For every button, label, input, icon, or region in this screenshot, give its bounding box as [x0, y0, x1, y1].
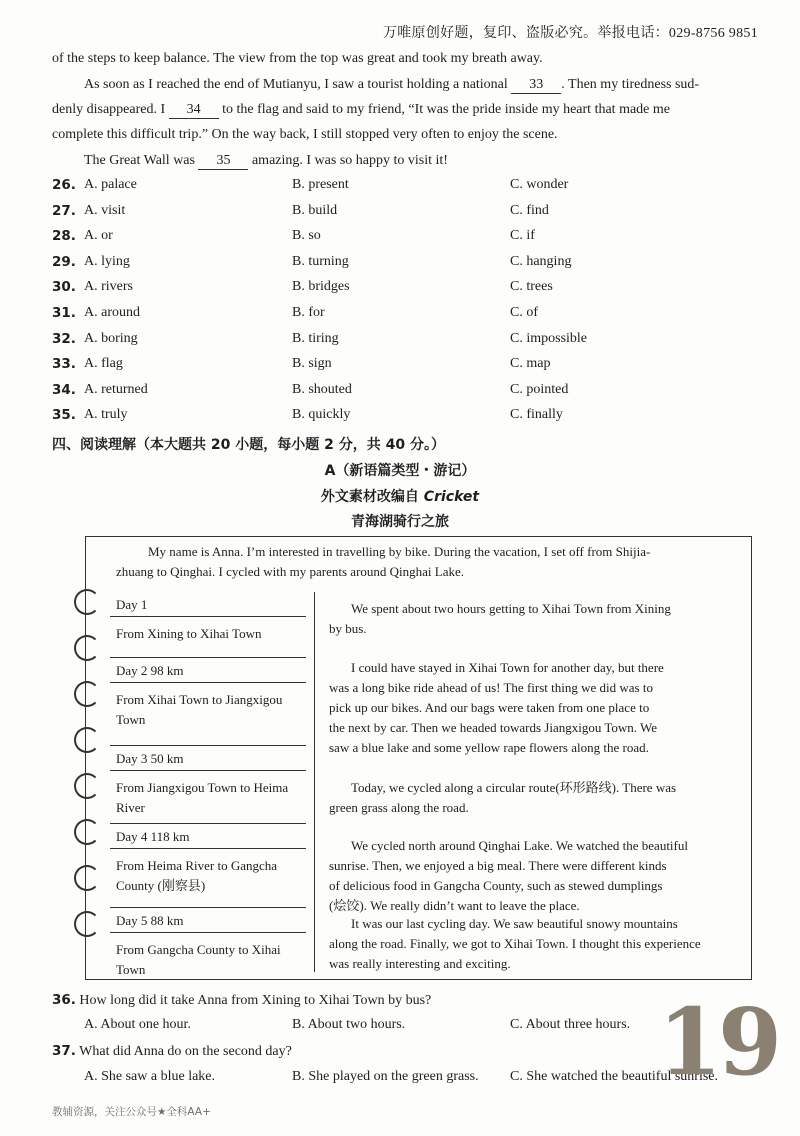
day-rule: [110, 848, 306, 849]
option-c: C. find: [510, 203, 549, 218]
day-heading: Day 1: [116, 597, 148, 612]
section-4-heading: 四、阅读理解（本大题共 20 小题，每小题 2 分，共 40 分。）: [52, 437, 445, 453]
option-a: A. boring: [84, 331, 138, 346]
option-b: B. tiring: [292, 331, 339, 346]
blank-35: 35: [198, 153, 248, 170]
story-title: 青海湖骑行之旅: [351, 514, 449, 530]
journal-paragraph-line: (烩饺). We really didn’t want to leave the place.: [329, 898, 580, 913]
option-b: B. build: [292, 203, 338, 218]
passage-line-1: of the steps to keep balance. The view from the top was great and took my breath away.: [52, 51, 543, 66]
option-a: A. or: [84, 228, 113, 243]
footer-note: 教辅资源，关注公众号★全科AA+: [52, 1106, 211, 1118]
option-c: C. map: [510, 356, 551, 371]
option-a: A. returned: [84, 382, 148, 397]
day-rule: [110, 745, 306, 746]
binder-ring-icon: [74, 865, 100, 891]
question-number: 27.: [52, 203, 76, 219]
binder-ring-icon: [74, 727, 100, 753]
binder-ring-icon: [74, 681, 100, 707]
question-number: 33.: [52, 356, 76, 372]
journal-paragraph-line: along the road. Finally, we got to Xihai Town. I thought this experience: [329, 936, 701, 951]
copyright-header: 万唯原创好题，复印、盗版必究。举报电话：029-8756 9851: [382, 26, 758, 41]
q37-option-b: B. She played on the green grass.: [292, 1069, 479, 1084]
day-route: From Jiangxigou Town to Heima: [116, 780, 289, 795]
day-route: Town: [116, 962, 146, 977]
q37-option-a: A. She saw a blue lake.: [84, 1069, 216, 1084]
journal-paragraph-line: We spent about two hours getting to Xihai Town from Xining: [351, 601, 671, 616]
passage-text: denly disappeared. I: [52, 102, 166, 117]
question-number: 29.: [52, 254, 76, 270]
option-a: A. palace: [84, 177, 137, 192]
day-heading: Day 3 50 km: [116, 751, 184, 766]
question-number: 30.: [52, 279, 76, 295]
binder-ring-icon: [74, 589, 100, 615]
question-number: 26.: [52, 177, 76, 193]
day-route: River: [116, 800, 145, 815]
option-c: C. wonder: [510, 177, 569, 192]
passage-text: The Great Wall was: [84, 153, 195, 168]
question-number: 32.: [52, 331, 76, 347]
binder-ring-icon: [74, 819, 100, 845]
option-b: B. for: [292, 305, 325, 320]
q36-option-c: C. About three hours.: [510, 1017, 631, 1032]
option-a: A. flag: [84, 356, 123, 371]
q36-option-a: A. About one hour.: [84, 1017, 191, 1032]
journal-paragraph-line: pick up our bikes. And our bags were taken from one place to: [329, 700, 650, 715]
journal-paragraph-line: was really interesting and exciting.: [329, 956, 511, 971]
day-rule: [110, 682, 306, 683]
journal-paragraph-line: was a long bike ride ahead of us! The first thing we did was to: [329, 680, 653, 695]
day-rule: [110, 932, 306, 933]
passage-line-5: [84, 153, 448, 170]
question-number: 28.: [52, 228, 76, 244]
day-heading: Day 2 98 km: [116, 663, 184, 678]
q37-option-c: C. She watched the beautiful sunrise.: [510, 1069, 719, 1084]
day-heading: Day 5 88 km: [116, 913, 184, 928]
binder-ring-icon: [74, 635, 100, 661]
journal-paragraph-line: the next by car. Then we headed towards Jiangxigou Town. We: [329, 720, 658, 735]
day-rule: [110, 616, 306, 617]
option-c: C. if: [510, 228, 535, 243]
question-number: 34.: [52, 382, 76, 398]
day-route: From Xihai Town to Jiangxigou: [116, 692, 283, 707]
option-c: C. impossible: [510, 331, 588, 346]
journal-paragraph-line: Today, we cycled along a circular route(环形路线). There was: [351, 780, 677, 795]
question-36: [52, 992, 431, 1009]
day-heading: Day 4 118 km: [116, 829, 190, 844]
day-rule: [110, 657, 306, 658]
journal-paragraph-line: of delicious food in Gangcha County, such as stewed dumplings: [329, 878, 663, 893]
day-rule: [110, 770, 306, 771]
source-name: Cricket: [423, 489, 480, 505]
option-c: C. hanging: [510, 254, 572, 269]
question-37: [52, 1043, 292, 1060]
option-c: C. trees: [510, 279, 553, 294]
page-number: 19: [658, 988, 779, 1096]
question-text: What did Anna do on the second day?: [79, 1044, 292, 1059]
journal-paragraph-line: saw a blue lake and some yellow rape flowers along the road.: [329, 740, 649, 755]
option-a: A. truly: [84, 407, 128, 422]
day-route: From Xining to Xihai Town: [116, 626, 262, 641]
option-a: A. rivers: [84, 279, 133, 294]
passage-text: amazing. I was so happy to visit it!: [251, 153, 448, 168]
option-b: B. sign: [292, 356, 332, 371]
journal-paragraph-line: We cycled north around Qinghai Lake. We watched the beautiful: [351, 838, 688, 853]
option-b: B. quickly: [292, 407, 351, 422]
day-route: Town: [116, 712, 146, 727]
question-text: How long did it take Anna from Xining to Xihai Town by bus?: [79, 993, 432, 1008]
day-rule: [110, 907, 306, 908]
option-b: B. shouted: [292, 382, 352, 397]
day-route: From Gangcha County to Xihai: [116, 942, 281, 957]
day-route: From Heima River to Gangcha: [116, 858, 278, 873]
passage-text: . Then my tiredness sud-: [561, 77, 700, 92]
journal-paragraph-line: I could have stayed in Xihai Town for another day, but there: [351, 660, 664, 675]
passage-line-3: [52, 102, 670, 119]
passage-text: As soon as I reached the end of Mutianyu, I saw a tourist holding a national: [84, 77, 508, 92]
option-c: C. of: [510, 305, 538, 320]
day-rule: [110, 823, 306, 824]
option-a: A. around: [84, 305, 140, 320]
option-c: C. pointed: [510, 382, 569, 397]
intro-line-2: zhuang to Qinghai. I cycled with my parents around Qinghai Lake.: [116, 564, 465, 579]
q36-option-b: B. About two hours.: [292, 1017, 406, 1032]
option-a: A. lying: [84, 254, 130, 269]
option-c: C. finally: [510, 407, 563, 422]
journal-paragraph-line: sunrise. Then, we enjoyed a big meal. There were different kinds: [329, 858, 667, 873]
binder-ring-icon: [74, 773, 100, 799]
journal-paragraph-line: It was our last cycling day. We saw beautiful snowy mountains: [351, 916, 678, 931]
day-route: County (刚察县): [116, 878, 206, 893]
source-prefix: 外文素材改编自: [320, 489, 419, 505]
option-b: B. present: [292, 177, 349, 192]
intro-line-1: My name is Anna. I’m interested in travelling by bike. During the vacation, I set off from Shijia-: [148, 544, 651, 559]
source-line: [0, 486, 800, 506]
option-b: B. bridges: [292, 279, 350, 294]
binder-ring-icon: [74, 911, 100, 937]
blank-34: 34: [169, 102, 219, 119]
option-b: B. turning: [292, 254, 349, 269]
option-a: A. visit: [84, 203, 126, 218]
column-divider: [314, 592, 315, 972]
passage-line-2: [84, 77, 699, 94]
journal-paragraph-line: green grass along the road.: [329, 800, 469, 815]
blank-33: 33: [511, 77, 561, 94]
passage-line-4: complete this difficult trip.” On the way back, I still stopped very often to enjoy the scene.: [52, 127, 558, 142]
option-b: B. so: [292, 228, 321, 243]
passage-text: to the flag and said to my friend, “It was the pride inside my heart that made me: [222, 102, 670, 117]
question-number: 37.: [52, 1043, 76, 1059]
part-a-title: A（新语篇类型・游记）: [324, 463, 476, 479]
question-number: 36.: [52, 992, 76, 1008]
question-number: 35.: [52, 407, 76, 423]
journal-paragraph-line: by bus.: [329, 621, 367, 636]
question-number: 31.: [52, 305, 76, 321]
